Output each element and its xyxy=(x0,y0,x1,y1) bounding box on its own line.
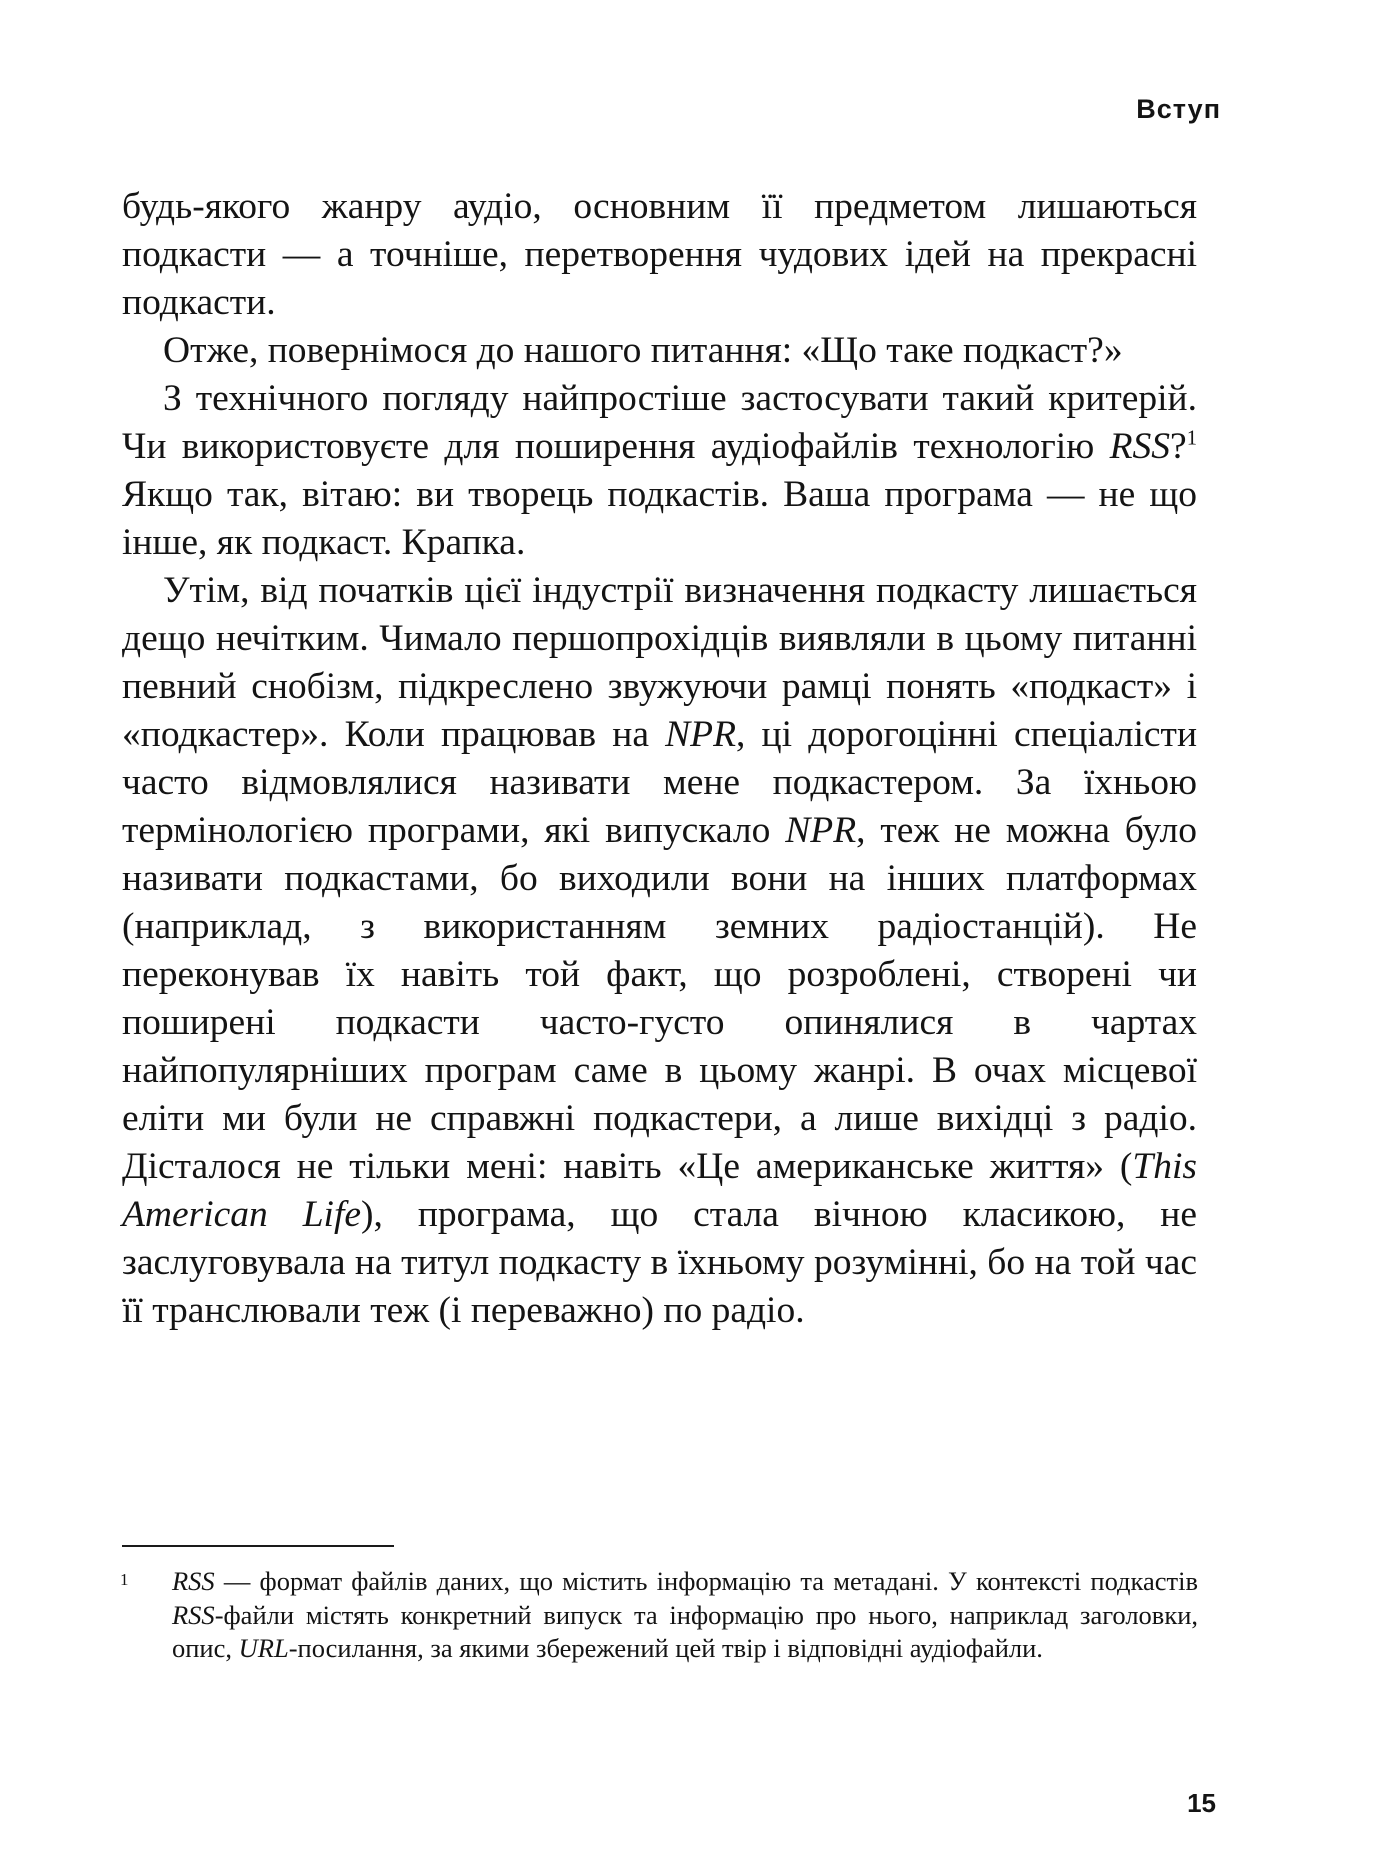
paragraph-3 xyxy=(122,375,1197,567)
paragraph-2 xyxy=(122,327,1197,375)
main-text xyxy=(122,183,1197,1335)
paragraph-4-text-c: , теж не можна було називати подкастами, бо виходили вони на інших платформах (наприклад, з використанням земних радіостанцій). Не переконував їх навіть той факт, що розроблені, створені чи поширені подкасти часто-густо опинялися в чартах найпопулярніших програм саме в цьому жанрі. В очах місцевої еліти ми були не справжні подкастери, а лише вихідці з радіо. Дісталося не тільки мені: навіть «Це американське життя» ( xyxy=(122,810,1198,1187)
this-american-life-title: This American Life xyxy=(122,1146,1197,1235)
paragraph-4 xyxy=(122,567,1197,1335)
paragraph-3-text-a: З технічного погляду найпростіше застосувати такий критерій. Чи використовуєте для поширення аудіофайлів технологію xyxy=(122,378,1197,467)
page-number: 15 xyxy=(1187,1788,1216,1818)
footnote-text-a: — формат файлів даних, що містить інформацію та метадані. У контексті подкастів xyxy=(214,1566,1198,1596)
footnote-mark: 1 xyxy=(120,1570,129,1589)
paragraph-4-text-d: ), програма, що стала вічною класикою, не заслуговувала на титул подкасту в їхньому розумінні, бо на той час її транслювали теж (і переважно) по радіо. xyxy=(122,1194,1197,1331)
url-term: URL xyxy=(238,1633,289,1663)
paragraph-1-text: будь-якого жанру аудіо, основним її предметом лишаються подкасти — а точніше, перетворення чудових ідей на прекрасні подкасти. xyxy=(122,186,1197,323)
rss-term: RSS xyxy=(1109,426,1171,467)
rss-term: RSS xyxy=(172,1599,215,1630)
footnote-text xyxy=(172,1565,1198,1666)
footnote-divider xyxy=(122,1545,394,1547)
npr-term: NPR xyxy=(785,810,857,851)
npr-term: NPR xyxy=(665,714,736,755)
footnote-text-b: -файли містять конкретний випуск та інформацію про нього, наприклад заголовки, опис, xyxy=(172,1599,1198,1663)
rss-term: RSS xyxy=(172,1566,215,1596)
footnote xyxy=(120,1565,1198,1666)
footnote-text-c: -посилання, за якими збережений цей твір і відповідні аудіофайли. xyxy=(288,1633,1043,1663)
paragraph-2-text: Отже, повернімося до нашого питання: «Що таке подкаст?» xyxy=(163,330,1123,371)
question-mark: ? xyxy=(1170,426,1187,467)
running-head: Вступ xyxy=(1136,94,1221,124)
paragraph-1 xyxy=(122,183,1197,327)
footnote-reference[interactable]: 1 xyxy=(1186,427,1197,450)
paragraph-4-text-a: Утім, від початків цієї індустрії визначення подкасту лишається дещо нечітким. Чимало першопрохідців виявляли в цьому питанні певний снобізм, підкреслено звужуючи рамці понять «подкаст» і «подкастер». Коли працював на xyxy=(122,570,1197,755)
paragraph-3-text-b: Якщо так, вітаю: ви творець подкастів. Ваша програма — не що інше, як подкаст. Крапка. xyxy=(122,474,1197,563)
paragraph-4-text-b: , ці дорогоцінні спеціалісти часто відмовлялися називати мене подкастером. За їхньою термінологією програми, які випускало xyxy=(122,714,1198,851)
